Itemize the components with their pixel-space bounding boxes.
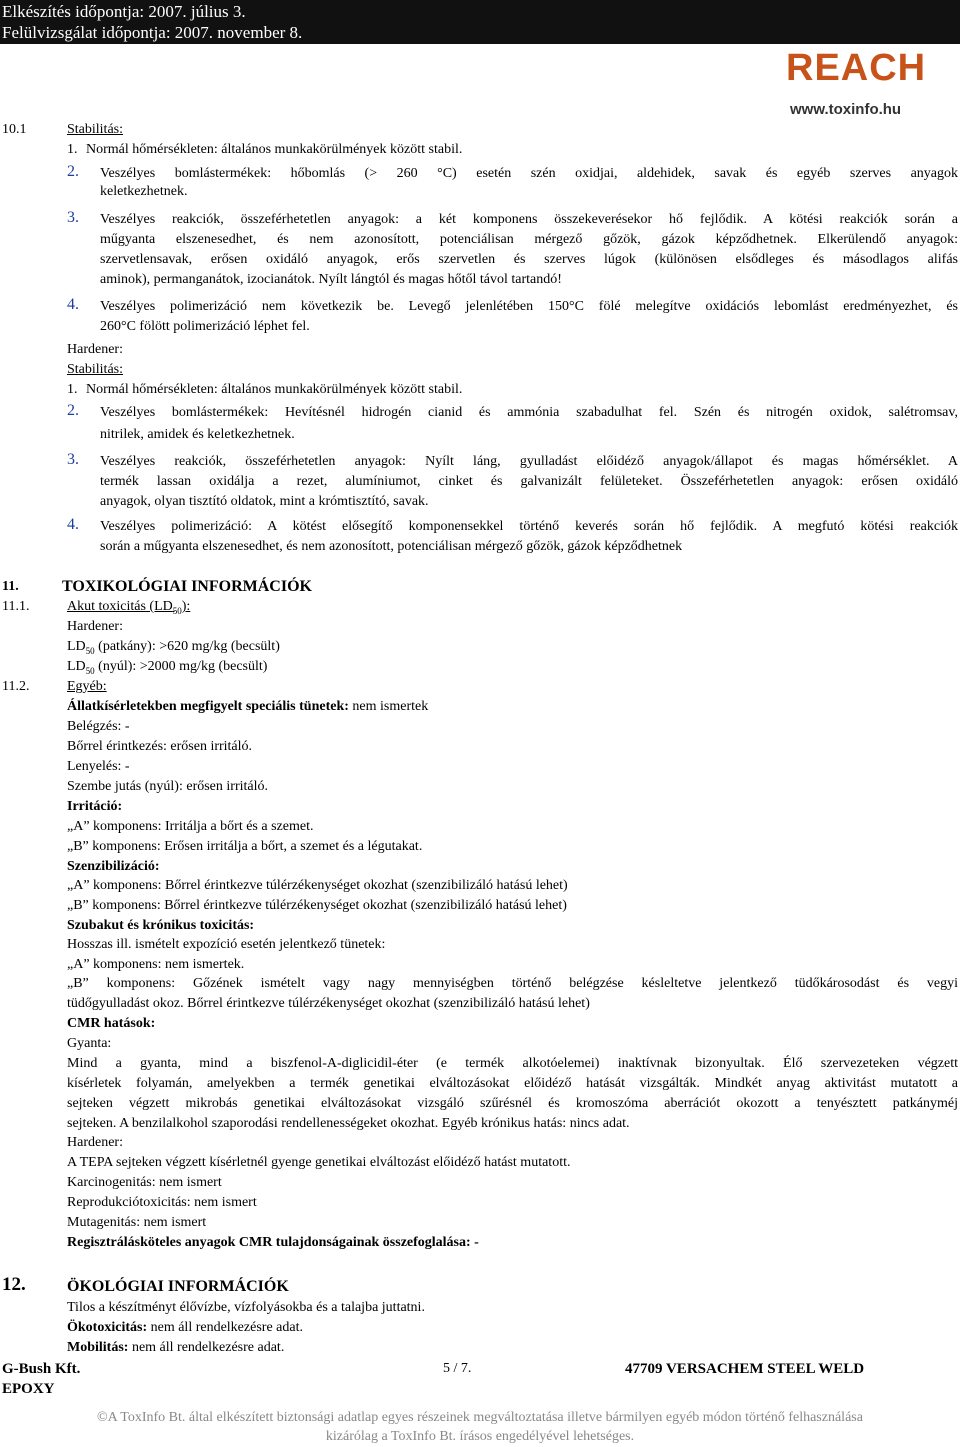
text-line: „B” komponens: Bőrrel érintkezve túlérzékenységet okozhat (szenzibilizáló hatású lehet): [67, 898, 567, 913]
item-text: keletkezhetnek.: [100, 184, 188, 199]
section-title: ÖKOLÓGIAI INFORMÁCIÓK: [67, 1278, 289, 1295]
copyright-line-2: kizárólag a ToxInfo Bt. írásos engedélyével lehetséges.: [325, 1429, 635, 1444]
hardener-label: Hardener:: [67, 619, 123, 634]
other-title: Egyéb:: [67, 679, 107, 694]
section-number: 11.: [2, 579, 19, 594]
text-line: Hosszas ill. ismételt expozíció esetén jelentkező tünetek:: [67, 937, 386, 952]
text-line: Belégzés: -: [67, 719, 130, 734]
text-line: Gyanta:: [67, 1036, 112, 1051]
item-text: anyagok, olyan tisztító oldatok, mint a krómtisztító, savak.: [100, 494, 429, 509]
reach-logo: [786, 47, 960, 122]
footer-company: G-Bush Kft.: [2, 1361, 81, 1377]
item-text: aminok), permanganátok, izocianátok. Nyílt lángtól és magas hőtől távol tartandó!: [100, 272, 562, 287]
item-text: Veszélyes bomlástermékek: hőbomlás (> 260 °C) esetén szén oxidjai, aldehidek, savak és egyéb szerves anyagok: [100, 166, 958, 181]
item-number: 1.: [67, 382, 78, 397]
subsection-number: 11.2.: [2, 679, 30, 694]
item-text: Veszélyes polimerizáció: A kötést elősegítő komponensekkel történő keverés során hő fejlődik. A megfutó kötési reakciók: [100, 519, 958, 534]
stability-label: Stabilitás:: [67, 362, 123, 377]
acute-toxicity-title: Akut toxicitás $(LD_{50})$:: [67, 599, 191, 616]
copyright-line-1: ©A ToxInfo Bt. által elkészített biztonsági adatlap egyes részeinek megváltoztatása illetve bármilyen egyéb módon történő felhasználása: [97, 1410, 863, 1425]
hardener-label: Hardener:: [67, 342, 123, 357]
item-number: 1.: [67, 142, 78, 157]
text-line: „B” komponens: Gőzének ismételt vagy nagy mennyiségben történő belégzése késleltetve jelentkező tüdőkárosodást és vegyi: [67, 976, 958, 991]
text-line: Mutagenitás: nem ismert: [67, 1215, 207, 1230]
mobility: Mobilitás: nem áll rendelkezésre adat.: [67, 1340, 285, 1355]
ld50-rabbit: $LD_{50}$ (nyúl): >2000 mg/kg (becsült): [67, 659, 268, 676]
text-line: sejteken végzett mikrobás genetikai elváltozásokat vizsgáló szűrésnél és kromoszóma aberrációt okozott a tenyésztett patkányméj: [67, 1096, 958, 1111]
footer-company-2: EPOXY: [2, 1381, 55, 1397]
text-line: „A” komponens: Irritálja a bőrt és a szemet.: [67, 819, 314, 834]
ld50-rat: $LD_{50}$ (patkány): >620 mg/kg (becsült): [67, 639, 280, 656]
subheading: CMR hatások:: [67, 1016, 156, 1031]
item-number: 3.: [67, 451, 79, 468]
subheading: Irritáció:: [67, 799, 123, 814]
text-line: Tilos a készítményt élővízbe, vízfolyásokba és a talajba juttatni.: [67, 1300, 425, 1315]
subsection-number: 11.1.: [2, 599, 30, 614]
section-title: Stabilitás:: [67, 122, 123, 137]
text-line: A TEPA sejteken végzett kísérletnél gyenge genetikai elváltozást előidéző hatást mutatott.: [67, 1155, 571, 1170]
page-number: 5 / 7.: [443, 1361, 472, 1376]
animal-symptoms: Állatkísérletekben megfigyelt speciális tünetek: nem ismertek: [67, 699, 429, 714]
item-text: során a műgyanta elszenesedhet, és nem azonosított, potenciálisan mérgező gőzök, gázok képződhetnek: [100, 539, 683, 554]
item-text: Normál hőmérsékleten: általános munkakörülmények között stabil.: [86, 382, 463, 397]
item-text: Veszélyes bomlástermékek: Hevítésnél hidrogén cianid és ammónia szabadulhat fel. Szén és nitrogén oxidok, salétromsav,: [100, 405, 958, 420]
item-text: Veszélyes polimerizáció nem következik be. Levegő jelenlétében 150°C fölé melegítve oxidációs lebomlást eredményezhet, és: [100, 299, 958, 314]
page-header: [0, 0, 960, 44]
ecotoxicity: Ökotoxicitás: nem áll rendelkezésre adat.: [67, 1320, 303, 1335]
logo-url: www.toxinfo.hu: [790, 101, 902, 118]
text-line: tüdőgyulladást okoz. Bőrrel érintkezve túlérzékenységet okozhat (szenzibilizáló hatású lehet): [67, 996, 590, 1011]
item-number: 4.: [67, 296, 79, 313]
subheading: Szenzibilizáció:: [67, 859, 160, 874]
subheading: Szubakut és krónikus toxicitás:: [67, 918, 255, 933]
text-line: Karcinogenitás: nem ismert: [67, 1175, 222, 1190]
text-line: Reprodukciótoxicitás: nem ismert: [67, 1195, 257, 1210]
item-text: Veszélyes reakciók, összeférhetetlen anyagok: a két komponens összekeverésekor hő fejlődik. A kötési reakciók során a: [100, 212, 958, 227]
item-number: 2.: [67, 402, 79, 419]
item-text: termék lassan oxidálja a rezet, alumíniumot, cinket és galvanizált felületeket. Összeférhetetlen anyagok: erősen oxidáló: [100, 474, 958, 489]
logo-brand: REACH: [786, 47, 927, 89]
item-text: Veszélyes reakciók, összeférhetetlen anyagok: Nyílt láng, gyulladást előidéző anyagok/állapot és magas hőmérséklet. A: [100, 454, 958, 469]
subheading: Regisztrálásköteles anyagok CMR tulajdonságainak összefoglalása: -: [67, 1235, 479, 1250]
text-line: Bőrrel érintkezés: erősen irritáló.: [67, 739, 253, 754]
text-line: sejteken. A benzilalkohol szaporodási rendellenességeket okozhat. Egyéb krónikus hatás: nincs adat.: [67, 1116, 630, 1131]
footer-product: 47709 VERSACHEM STEEL WELD: [625, 1361, 865, 1377]
section-number: 12.: [2, 1274, 26, 1295]
item-number: 3.: [67, 209, 79, 226]
item-text: nitrilek, amidek és keletkezhetnek.: [100, 427, 295, 442]
item-text: 260°C fölött polimerizáció léphet fel.: [100, 319, 310, 334]
item-text: Normál hőmérsékleten: általános munkakörülmények között stabil.: [86, 142, 463, 157]
section-number: 10.1: [2, 122, 27, 137]
text-line: Mind a gyanta, mind a biszfenol-A-diglicidil-éter (e termék alkotóelemei) inaktívnak bizonyultak. Élő szervezeteken végzett: [67, 1056, 958, 1071]
text-line: „B” komponens: Erősen irritálja a bőrt, a szemet és a légutakat.: [67, 839, 423, 854]
revised-date: Felülvizsgálat időpontja: 2007. november 8.: [2, 23, 303, 42]
text-line: Lenyelés: -: [67, 759, 130, 774]
text-line: Szembe jutás (nyúl): erősen irritáló.: [67, 779, 268, 794]
section-title: TOXIKOLÓGIAI INFORMÁCIÓK: [62, 578, 312, 595]
item-text: szervetlensavak, erősen oxidáló anyagok, erős szervetlen és szerves lúgok (különösen elsődleges és másodlagos alifás: [100, 252, 958, 267]
hardener-label: Hardener:: [67, 1135, 123, 1150]
text-line: „A” komponens: nem ismertek.: [67, 957, 245, 972]
item-text: műgyanta elszenesedhet, és nem azonosított, potenciálisan mérgező gőzök, gázok képződhetnek. Elkerülendő anyagok:: [100, 232, 958, 247]
item-number: 2.: [67, 163, 79, 180]
item-number: 4.: [67, 516, 79, 533]
created-date: Elkészítés időpontja: 2007. július 3.: [2, 2, 246, 21]
text-line: kísérletek folyamán, amelyekben a termék genetikai elváltozásokat előidéző hatását vizsgálták. Mindkét anyag aktivitást mutatott a: [67, 1076, 958, 1091]
text-line: „A” komponens: Bőrrel érintkezve túlérzékenységet okozhat (szenzibilizáló hatású lehet): [67, 878, 568, 893]
